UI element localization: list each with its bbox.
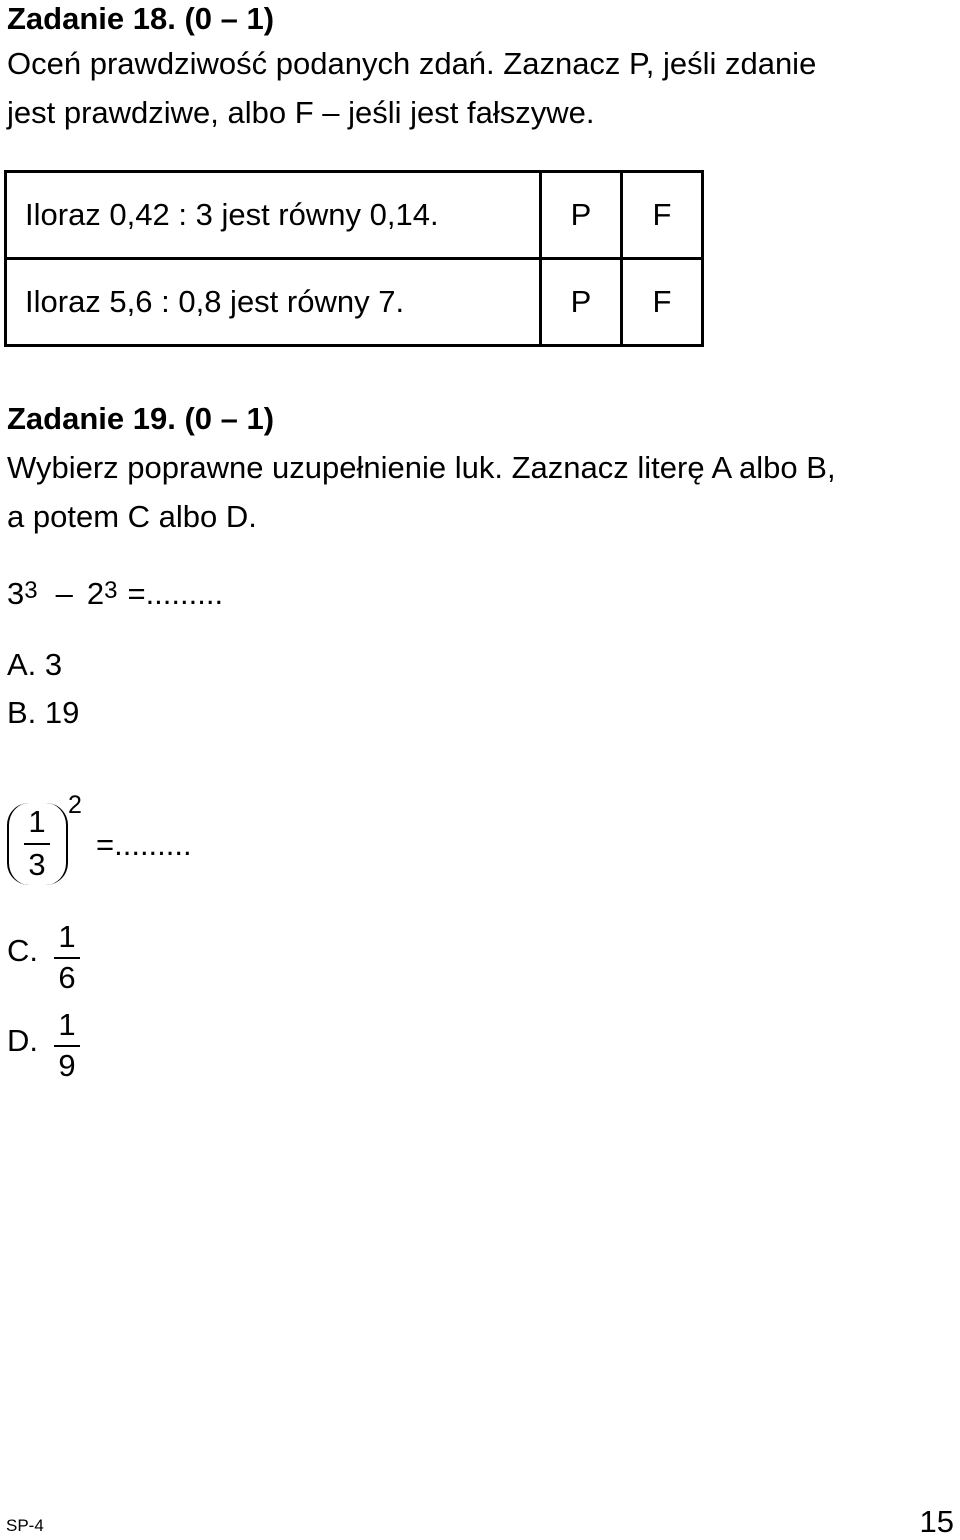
statement-2: Iloraz 5,6 : 0,8 jest równy 7. — [6, 259, 541, 346]
statement-1: Iloraz 0,42 : 3 jest równy 0,14. — [6, 172, 541, 259]
footer-code: SP-4 — [6, 1516, 44, 1535]
true-false-table — [4, 170, 704, 347]
option-f-row1[interactable]: F — [622, 172, 703, 259]
option-c-numerator: 1 — [58, 919, 76, 954]
task18-instruction-line1: Oceń prawdziwość podanych zdań. Zaznacz P, jeśli zdanie — [7, 46, 817, 81]
option-a[interactable]: A. 3 — [7, 647, 63, 682]
right-parenthesis — [46, 803, 68, 885]
table-row — [6, 259, 703, 346]
option-c-denominator: 6 — [58, 960, 76, 995]
option-p-row1[interactable]: P — [541, 172, 622, 259]
option-d-label: D. — [7, 1023, 38, 1058]
page-number: 15 — [919, 1504, 954, 1539]
task19-instruction-line2: a potem C albo D. — [7, 499, 257, 534]
option-p-row2[interactable]: P — [541, 259, 622, 346]
table-row — [6, 172, 703, 259]
task18-title: Zadanie 18. (0 – 1) — [7, 1, 275, 36]
expr2-numerator: 1 — [28, 804, 46, 839]
task19-instruction-line1: Wybierz poprawne uzupełnienie luk. Zaznacz literę A albo B, — [7, 450, 836, 485]
expr1-minus: – — [55, 576, 73, 611]
expr1-tail: =......... — [127, 576, 224, 611]
expression-powers — [7, 575, 223, 612]
option-d-denominator: 9 — [58, 1048, 76, 1083]
expr1-base1: 3 — [7, 576, 25, 611]
expr2-denominator: 3 — [28, 847, 46, 882]
expr2-tail: =......... — [96, 827, 192, 862]
option-f-row2[interactable]: F — [622, 259, 703, 346]
expr2-exponent: 2 — [68, 791, 82, 819]
option-d-numerator: 1 — [58, 1007, 76, 1042]
expr1-exp2: 3 — [104, 577, 118, 604]
expr1-exp1: 3 — [24, 577, 38, 604]
expr1-base2: 2 — [86, 576, 105, 611]
option-c-label: C. — [7, 933, 38, 968]
task18-instruction-line2: jest prawdziwe, albo F – jeśli jest fałszywe. — [7, 95, 595, 130]
task19-title: Zadanie 19. (0 – 1) — [7, 401, 275, 436]
option-b[interactable]: B. 19 — [7, 695, 80, 730]
